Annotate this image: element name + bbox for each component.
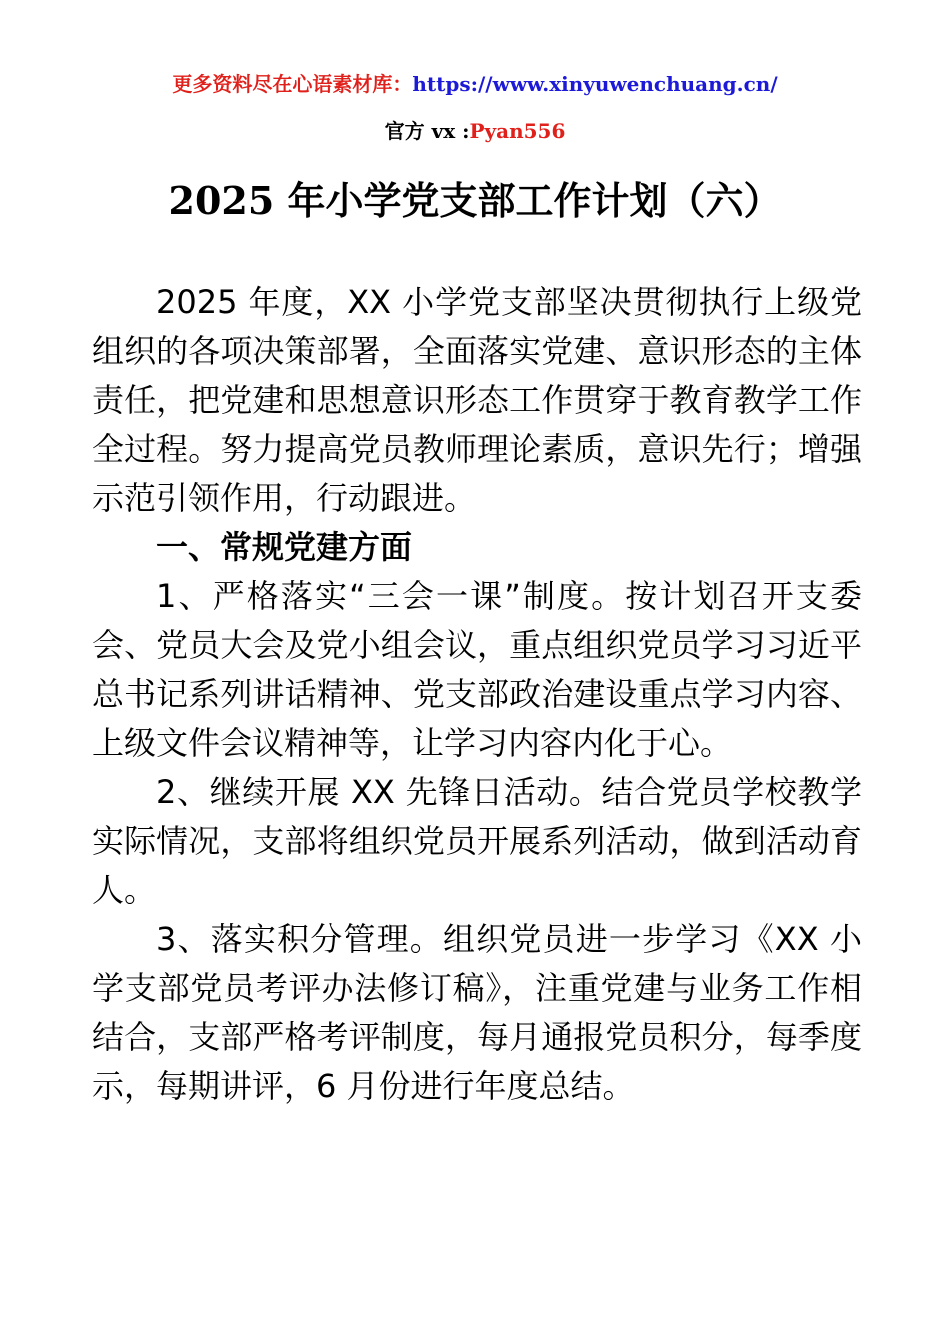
document-title: 2025 年小学党支部工作计划（六）	[168, 178, 782, 223]
wechat-line	[0, 117, 950, 145]
promo-link[interactable]: https://www.xinyuwenchuang.cn/	[412, 72, 778, 96]
intro-paragraph: 2025 年度，XX 小学党支部坚决贯彻执行上级党组织的各项决策部署，全面落实党建、意识形态的主体责任，把党建和思想意识形态工作贯穿于教育教学工作全过程。努力提高党员教师理论素质，意识先行；增强示范引领作用，行动跟进。	[92, 283, 862, 517]
list-item: 1、严格落实“三会一课”制度。按计划召开支委会、党员大会及党小组会议，重点组织党员学习习近平总书记系列讲话精神、党支部政治建设重点学习内容、上级文件会议精神等，让学习内容内化于心。	[92, 577, 862, 762]
promo-banner	[0, 70, 950, 98]
promo-label: 更多资料尽在心语素材库：	[172, 72, 413, 96]
wechat-id: Pyan556	[469, 119, 566, 143]
list-item: 2、继续开展 XX 先锋日活动。结合党员学校教学实际情况，支部将组织党员开展系列活动，做到活动育人。	[92, 773, 862, 909]
list-item: 3、落实积分管理。组织党员进一步学习《XX 小学支部党员考评办法修订稿》，注重党建与业务工作相结合，支部严格考评制度，每月通报党员积分，每季度示，每期讲评，6 月份进行年度总结。	[92, 920, 862, 1105]
wechat-label: 官方 vx :	[384, 119, 470, 143]
section-heading: 一、常规党建方面	[156, 528, 413, 566]
document-body	[92, 278, 862, 1111]
